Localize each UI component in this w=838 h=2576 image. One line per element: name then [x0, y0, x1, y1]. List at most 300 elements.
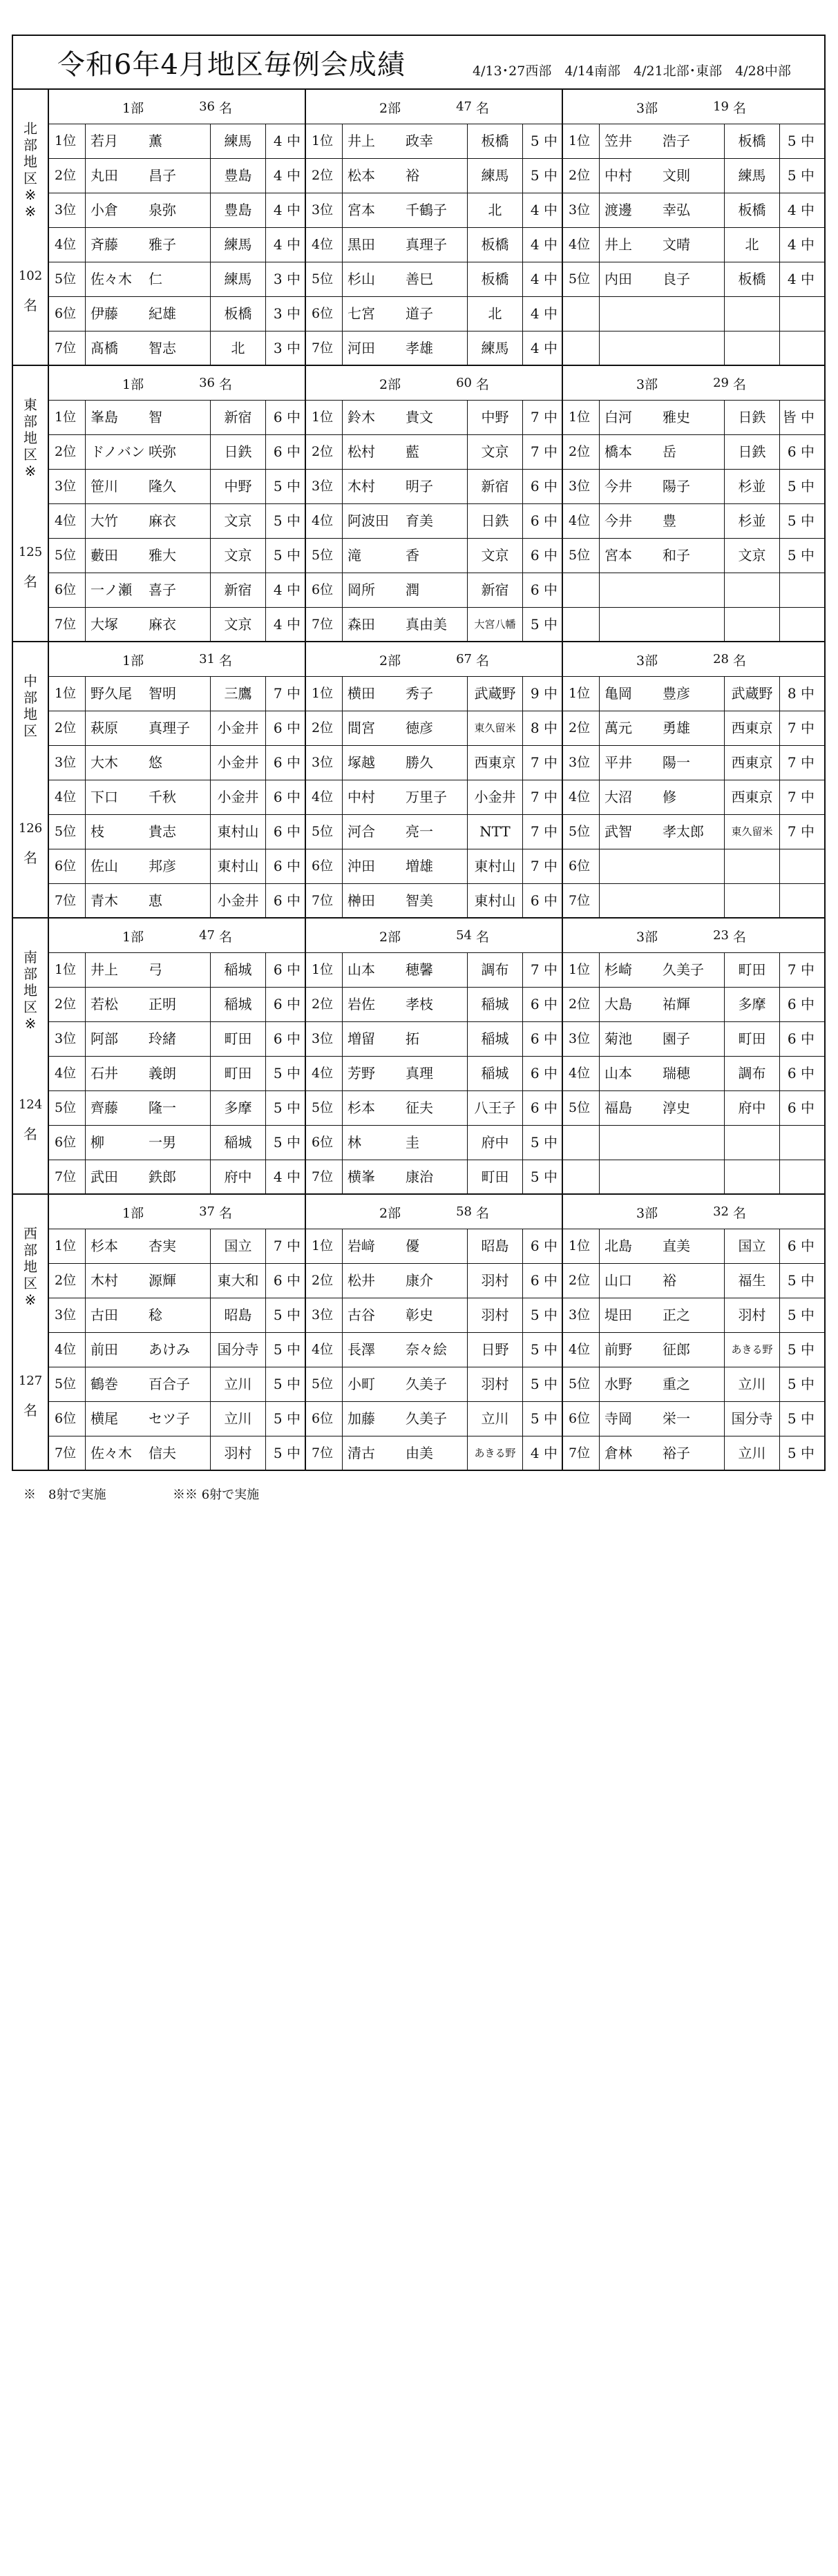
surname-cell: 石井: [91, 1065, 118, 1082]
given-name-cell: 圭: [406, 1134, 419, 1151]
page-title: 令和6年4月地区毎例会成績: [57, 49, 406, 81]
surname-cell: 一ノ瀬: [91, 581, 132, 598]
surname-cell: 佐山: [91, 858, 118, 874]
score-cell: 6 中: [522, 988, 562, 1021]
surname-cell: ドノバン: [91, 443, 145, 460]
surname-cell: [604, 608, 663, 642]
club-cell: 国分寺: [210, 1333, 265, 1367]
division-column: [563, 90, 824, 365]
score-cell: 5 中: [522, 1126, 562, 1160]
score-cell: 6 中: [779, 1022, 819, 1056]
given-name-cell: セツ子: [149, 1410, 190, 1427]
rank-cell: 1位: [49, 677, 86, 711]
surname-cell: 笹川: [91, 478, 118, 494]
table-row: [563, 573, 824, 608]
division-column: [49, 366, 306, 641]
table-row: [563, 884, 824, 919]
club-cell: 羽村: [467, 1367, 522, 1401]
score-cell: 6 中: [265, 711, 305, 745]
rank-cell: 7位: [306, 608, 343, 642]
club-cell: 北: [210, 331, 265, 365]
club-cell: 東大和: [210, 1264, 265, 1298]
surname-cell: 大沼: [604, 789, 632, 805]
region-unit: 名: [23, 297, 37, 314]
surname-cell: 齊藤: [91, 1099, 118, 1116]
region-name: 中 部 地 区: [23, 673, 37, 739]
surname-cell: 水野: [604, 1376, 632, 1392]
division-unit: 名: [733, 377, 747, 392]
given-name-cell: 彰史: [406, 1307, 433, 1323]
division-column: [49, 90, 306, 365]
region-label: [13, 642, 49, 917]
division-name: 3部: [636, 653, 658, 669]
rank-cell: 2位: [49, 711, 86, 745]
division-name: 2部: [379, 930, 401, 945]
given-name-cell: 瑞穂: [663, 1065, 690, 1082]
rank-cell: [563, 573, 600, 607]
rank-cell: 1位: [306, 124, 343, 158]
score-cell: 6 中: [265, 953, 305, 987]
club-cell: 西東京: [724, 746, 779, 780]
table-row: [49, 1298, 305, 1333]
surname-cell: 大竹: [91, 512, 118, 529]
score-cell: 4 中: [522, 297, 562, 331]
score-cell: 6 中: [265, 401, 305, 434]
table-row: [563, 1160, 824, 1195]
score-cell: 5 中: [779, 159, 819, 193]
score-cell: 6 中: [522, 504, 562, 538]
rank-cell: 4位: [49, 504, 86, 538]
score-cell: 7 中: [779, 746, 819, 780]
score-cell: 5 中: [522, 1402, 562, 1436]
score-cell: 4 中: [265, 573, 305, 607]
score-cell: 4 中: [265, 228, 305, 262]
club-cell: [724, 884, 779, 918]
score-cell: 7 中: [265, 1229, 305, 1263]
division-header: [563, 919, 824, 953]
club-cell: 調布: [467, 953, 522, 987]
division-unit: 名: [219, 101, 233, 116]
score-cell: 4 中: [265, 159, 305, 193]
rank-cell: 1位: [306, 401, 343, 434]
table-row: [49, 1057, 305, 1091]
surname-cell: 小町: [347, 1376, 375, 1392]
division-count: 58: [456, 1204, 472, 1219]
surname-cell: 岡所: [347, 581, 375, 598]
score-cell: 7 中: [522, 746, 562, 780]
given-name-cell: 智明: [149, 685, 176, 702]
club-cell: 三鷹: [210, 677, 265, 711]
table-row: [306, 435, 562, 470]
given-name-cell: 育美: [406, 512, 433, 529]
surname-cell: 木村: [347, 478, 375, 494]
rank-cell: 6位: [49, 297, 86, 331]
club-cell: 東村山: [467, 884, 522, 918]
table-row: [49, 780, 305, 815]
division-count: 60: [456, 376, 472, 390]
rank-cell: 3位: [306, 1022, 343, 1056]
rank-cell: 3位: [306, 746, 343, 780]
score-cell: 5 中: [779, 539, 819, 573]
rank-cell: 2位: [306, 988, 343, 1021]
surname-cell: 中村: [347, 789, 375, 805]
given-name-cell: 淳史: [663, 1099, 690, 1116]
given-name-cell: 久美子: [406, 1376, 447, 1392]
club-cell: 文京: [210, 539, 265, 573]
given-name-cell: [660, 1126, 729, 1160]
rank-cell: 6位: [306, 1126, 343, 1160]
club-cell: 武蔵野: [724, 677, 779, 711]
club-cell: 福生: [724, 1264, 779, 1298]
score-cell: 皆 中: [779, 401, 819, 434]
club-cell: [724, 573, 779, 607]
table-row: [49, 1367, 305, 1402]
table-row: [563, 988, 824, 1022]
club-cell: 板橋: [724, 262, 779, 296]
division-unit: 名: [733, 653, 747, 669]
score-cell: 3 中: [265, 331, 305, 365]
table-row: [306, 297, 562, 331]
surname-cell: 長澤: [347, 1341, 375, 1358]
division-column: [306, 366, 563, 641]
given-name-cell: 智: [149, 409, 162, 425]
surname-cell: 武田: [91, 1169, 118, 1185]
table-row: [306, 608, 562, 642]
club-cell: 国立: [724, 1229, 779, 1263]
given-name-cell: 雅大: [149, 547, 176, 564]
given-name-cell: 一男: [149, 1134, 176, 1151]
table-row: [563, 746, 824, 780]
score-cell: 4 中: [522, 228, 562, 262]
table-row: [563, 1333, 824, 1367]
division-column: [306, 90, 563, 365]
score-cell: 7 中: [522, 780, 562, 814]
division-count: 32: [713, 1204, 729, 1219]
division-header: [563, 366, 824, 401]
club-cell: 羽村: [467, 1264, 522, 1298]
given-name-cell: 信夫: [149, 1445, 176, 1461]
surname-cell: 寺岡: [604, 1410, 632, 1427]
table-row: [306, 1264, 562, 1298]
club-cell: 文京: [210, 504, 265, 538]
club-cell: 日鉄: [724, 401, 779, 434]
division-name: 1部: [122, 1206, 144, 1221]
rank-cell: 2位: [306, 435, 343, 469]
table-row: [306, 193, 562, 228]
rank-cell: 5位: [563, 1367, 600, 1401]
table-row: [49, 988, 305, 1022]
club-cell: 町田: [467, 1160, 522, 1194]
club-cell: [724, 849, 779, 883]
table-row: [563, 435, 824, 470]
club-cell: [724, 1126, 779, 1160]
given-name-cell: 裕: [663, 1272, 676, 1289]
rank-cell: 7位: [306, 331, 343, 365]
region-label: [13, 919, 49, 1193]
table-row: [563, 1126, 824, 1160]
rank-cell: 1位: [563, 953, 600, 987]
score-cell: [779, 297, 819, 331]
table-row: [563, 228, 824, 262]
division-count: 31: [199, 652, 215, 666]
given-name-cell: 陽子: [663, 478, 690, 494]
score-cell: 4 中: [265, 124, 305, 158]
surname-cell: 大塚: [91, 616, 118, 633]
table-row: [306, 1367, 562, 1402]
surname-cell: 笠井: [604, 133, 632, 149]
table-row: [49, 711, 305, 746]
division-column: [306, 642, 563, 917]
region-count: 126: [18, 821, 43, 836]
score-cell: 5 中: [779, 1436, 819, 1470]
club-cell: 中野: [467, 401, 522, 434]
surname-cell: 橋本: [604, 443, 632, 460]
rank-cell: 3位: [49, 746, 86, 780]
score-cell: 7 中: [779, 711, 819, 745]
club-cell: 昭島: [210, 1298, 265, 1332]
rank-cell: 6位: [306, 573, 343, 607]
rank-cell: 2位: [563, 159, 600, 193]
rank-cell: 3位: [563, 1022, 600, 1056]
club-cell: 町田: [724, 953, 779, 987]
given-name-cell: [660, 884, 729, 918]
score-cell: 4 中: [522, 1436, 562, 1470]
table-row: [49, 1333, 305, 1367]
rank-cell: 4位: [306, 1333, 343, 1367]
given-name-cell: 貴志: [149, 823, 176, 840]
table-row: [49, 953, 305, 988]
surname-cell: [604, 297, 663, 331]
rank-cell: 3位: [563, 746, 600, 780]
surname-cell: 福島: [604, 1099, 632, 1116]
division-header: [49, 90, 305, 124]
division-column: [306, 1195, 563, 1470]
given-name-cell: 仁: [149, 271, 162, 287]
score-cell: 5 中: [265, 1436, 305, 1470]
given-name-cell: 千秋: [149, 789, 176, 805]
rank-cell: 5位: [306, 815, 343, 849]
table-row: [563, 1229, 824, 1264]
table-row: [306, 884, 562, 919]
rank-cell: 2位: [563, 1264, 600, 1298]
club-cell: 小金井: [210, 711, 265, 745]
table-row: [563, 1022, 824, 1057]
rank-cell: 5位: [49, 1367, 86, 1401]
region-name: 西 部 地 区 ※: [23, 1225, 37, 1308]
score-cell: 7 中: [265, 677, 305, 711]
given-name-cell: 栄一: [663, 1410, 690, 1427]
region-count: 125: [18, 545, 43, 559]
rank-cell: 2位: [49, 1264, 86, 1298]
score-cell: 5 中: [265, 470, 305, 503]
table-row: [563, 1298, 824, 1333]
club-cell: 立川: [724, 1436, 779, 1470]
rank-cell: [563, 1160, 600, 1194]
rank-cell: 1位: [49, 953, 86, 987]
score-cell: 5 中: [779, 1298, 819, 1332]
division-count: 19: [713, 99, 729, 114]
surname-cell: 山本: [604, 1065, 632, 1082]
club-cell: 調布: [724, 1057, 779, 1090]
club-cell: 北: [467, 297, 522, 331]
score-cell: 9 中: [522, 677, 562, 711]
given-name-cell: 陽一: [663, 754, 690, 771]
club-cell: 小金井: [210, 746, 265, 780]
score-cell: 4 中: [265, 1160, 305, 1194]
given-name-cell: 孝雄: [406, 340, 433, 356]
division-column: [563, 642, 824, 917]
table-row: [306, 539, 562, 573]
table-row: [563, 1402, 824, 1436]
rank-cell: 1位: [49, 124, 86, 158]
rank-cell: 1位: [306, 1229, 343, 1263]
score-cell: 6 中: [522, 1022, 562, 1056]
table-row: [306, 262, 562, 297]
surname-cell: 岩佐: [347, 996, 375, 1012]
rank-cell: 5位: [49, 1091, 86, 1125]
given-name-cell: 杏実: [149, 1238, 176, 1254]
club-cell: 文京: [467, 435, 522, 469]
surname-cell: 松井: [347, 1272, 375, 1289]
surname-cell: 杉山: [347, 271, 375, 287]
region-name: 南 部 地 区 ※: [23, 949, 37, 1032]
given-name-cell: 増雄: [406, 858, 433, 874]
division-header: [306, 642, 562, 677]
table-row: [306, 1022, 562, 1057]
rank-cell: 1位: [563, 677, 600, 711]
region-name: 北 部 地 区 ※ ※: [23, 120, 37, 220]
given-name-cell: 稔: [149, 1307, 162, 1323]
given-name-cell: 孝太郎: [663, 823, 704, 840]
rank-cell: 1位: [563, 1229, 600, 1263]
region-unit: 名: [23, 1126, 37, 1142]
surname-cell: 塚越: [347, 754, 375, 771]
division-count: 37: [199, 1204, 215, 1219]
score-cell: 3 中: [265, 297, 305, 331]
surname-cell: 黒田: [347, 236, 375, 253]
given-name-cell: [660, 1160, 729, 1194]
table-row: [306, 677, 562, 711]
score-cell: 7 中: [779, 780, 819, 814]
score-cell: 5 中: [522, 124, 562, 158]
region-block: [13, 90, 824, 366]
rank-cell: 6位: [49, 849, 86, 883]
given-name-cell: 正明: [149, 996, 176, 1012]
surname-cell: 宮本: [347, 202, 375, 218]
score-cell: 5 中: [265, 1126, 305, 1160]
region-block: [13, 1195, 824, 2576]
club-cell: 稲城: [467, 1057, 522, 1090]
table-row: [49, 262, 305, 297]
surname-cell: 横峯: [347, 1169, 375, 1185]
given-name-cell: 正之: [663, 1307, 690, 1323]
club-cell: 国分寺: [724, 1402, 779, 1436]
score-cell: 6 中: [779, 1057, 819, 1090]
division-unit: 名: [476, 101, 490, 116]
given-name-cell: [660, 608, 729, 642]
club-cell: 日野: [467, 1333, 522, 1367]
division-count: 36: [199, 99, 215, 114]
rank-cell: [563, 297, 600, 331]
surname-cell: 萬元: [604, 720, 632, 736]
surname-cell: 阿部: [91, 1030, 118, 1047]
division-unit: 名: [219, 1206, 233, 1221]
club-cell: 板橋: [210, 297, 265, 331]
table-row: [49, 608, 305, 642]
table-row: [563, 1057, 824, 1091]
surname-cell: 萩原: [91, 720, 118, 736]
score-cell: 5 中: [522, 159, 562, 193]
club-cell: 国立: [210, 1229, 265, 1263]
division-column: [306, 919, 563, 1193]
division-header: [49, 919, 305, 953]
given-name-cell: 勇雄: [663, 720, 690, 736]
division-header: [49, 1195, 305, 1229]
region-count: 127: [18, 1374, 43, 1388]
surname-cell: 佐々木: [91, 271, 132, 287]
given-name-cell: 源輝: [149, 1272, 176, 1289]
rank-cell: 6位: [306, 1402, 343, 1436]
club-cell: 稲城: [210, 988, 265, 1021]
rank-cell: 3位: [306, 193, 343, 227]
given-name-cell: 百合子: [149, 1376, 190, 1392]
score-cell: 4 中: [779, 262, 819, 296]
club-cell: 町田: [210, 1057, 265, 1090]
table-row: [306, 159, 562, 193]
surname-cell: 野久尾: [91, 685, 132, 702]
table-row: [306, 124, 562, 159]
division-unit: 名: [219, 653, 233, 669]
given-name-cell: 玲緒: [149, 1030, 176, 1047]
club-cell: 練馬: [210, 228, 265, 262]
score-cell: 6 中: [265, 815, 305, 849]
club-cell: 町田: [210, 1022, 265, 1056]
club-cell: 文京: [210, 608, 265, 642]
rank-cell: 5位: [306, 262, 343, 296]
score-cell: [779, 1160, 819, 1194]
score-cell: 5 中: [522, 1367, 562, 1401]
division-name: 3部: [636, 1206, 658, 1221]
table-row: [563, 539, 824, 573]
region-count: 124: [18, 1097, 43, 1112]
surname-cell: [604, 849, 663, 883]
score-cell: 7 中: [522, 849, 562, 883]
rank-cell: 3位: [49, 1022, 86, 1056]
rank-cell: 5位: [563, 1091, 600, 1125]
table-row: [49, 677, 305, 711]
score-cell: 5 中: [779, 504, 819, 538]
rank-cell: 2位: [306, 159, 343, 193]
score-cell: 3 中: [265, 262, 305, 296]
surname-cell: [604, 573, 663, 607]
surname-cell: 倉林: [604, 1445, 632, 1461]
rank-cell: 5位: [563, 539, 600, 573]
given-name-cell: 亮一: [406, 823, 433, 840]
table-row: [49, 1229, 305, 1264]
given-name-cell: 真理: [406, 1065, 433, 1082]
club-cell: 小金井: [210, 780, 265, 814]
rank-cell: 3位: [306, 1298, 343, 1332]
score-cell: 6 中: [522, 1091, 562, 1125]
table-row: [306, 1160, 562, 1195]
division-unit: 名: [733, 1206, 747, 1221]
table-row: [306, 331, 562, 366]
rank-cell: 2位: [49, 159, 86, 193]
given-name-cell: 勝久: [406, 754, 433, 771]
table-row: [306, 228, 562, 262]
club-cell: 杉並: [724, 470, 779, 503]
club-cell: 文京: [467, 539, 522, 573]
